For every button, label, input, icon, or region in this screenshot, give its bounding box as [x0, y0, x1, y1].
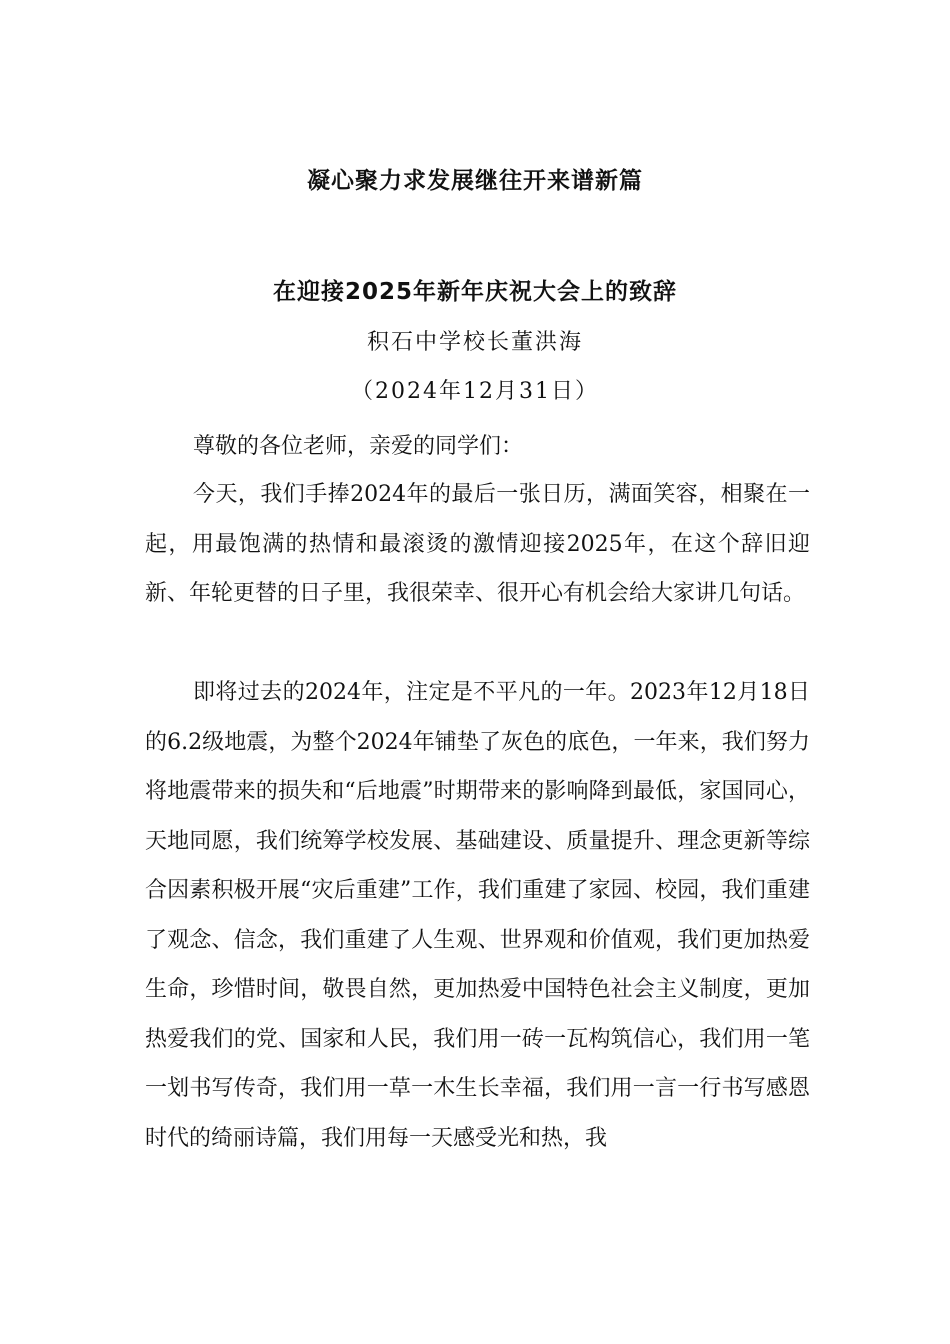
date-line: （2024年12月31日） [351, 379, 599, 404]
paragraph: 即将过去的2024年，注定是不平凡的一年。2023年12月18日的6.2级地震，为整个2024年铺垫了灰色的底色，一年来，我们努力将地震带来的损失和“后地震”时期带来的影响降到最低，家国同心，天地同愿，我们统筹学校发展、基础建设、质量提升、理念更新等综合因素积极开展“灾后重建”工作，我们重建了家园、校园，我们重建了观念、信念，我们重建了人生观、世界观和价值观，我们更加热爱生命，珍惜时间，敬畏自然，更加热爱中国特色社会主义制度，更加热爱我们的党、国家和人民，我们用一砖一瓦构筑信心，我们用一笔一划书写传奇，我们用一草一木生长幸福，我们用一言一行书写感恩时代的绮丽诗篇，我们用每一天感受光和热，我 [145, 680, 810, 1151]
paragraph: 今天，我们手捧2024年的最后一张日历，满面笑容，相聚在一起，用最饱满的热情和最滚烫的激情迎接2025年，在这个辞旧迎新、年轮更替的日子里，我很荣幸、很开心有机会给大家讲几句话。 [145, 482, 810, 606]
salutation: 尊敬的各位老师，亲爱的同学们： [193, 434, 524, 459]
document-title: 凝心聚力求发展继往开来谱新篇 [307, 168, 643, 194]
author-line: 积石中学校长董洪海 [366, 330, 583, 355]
document-subtitle: 在迎接2025年新年庆祝大会上的致辞 [272, 279, 677, 305]
